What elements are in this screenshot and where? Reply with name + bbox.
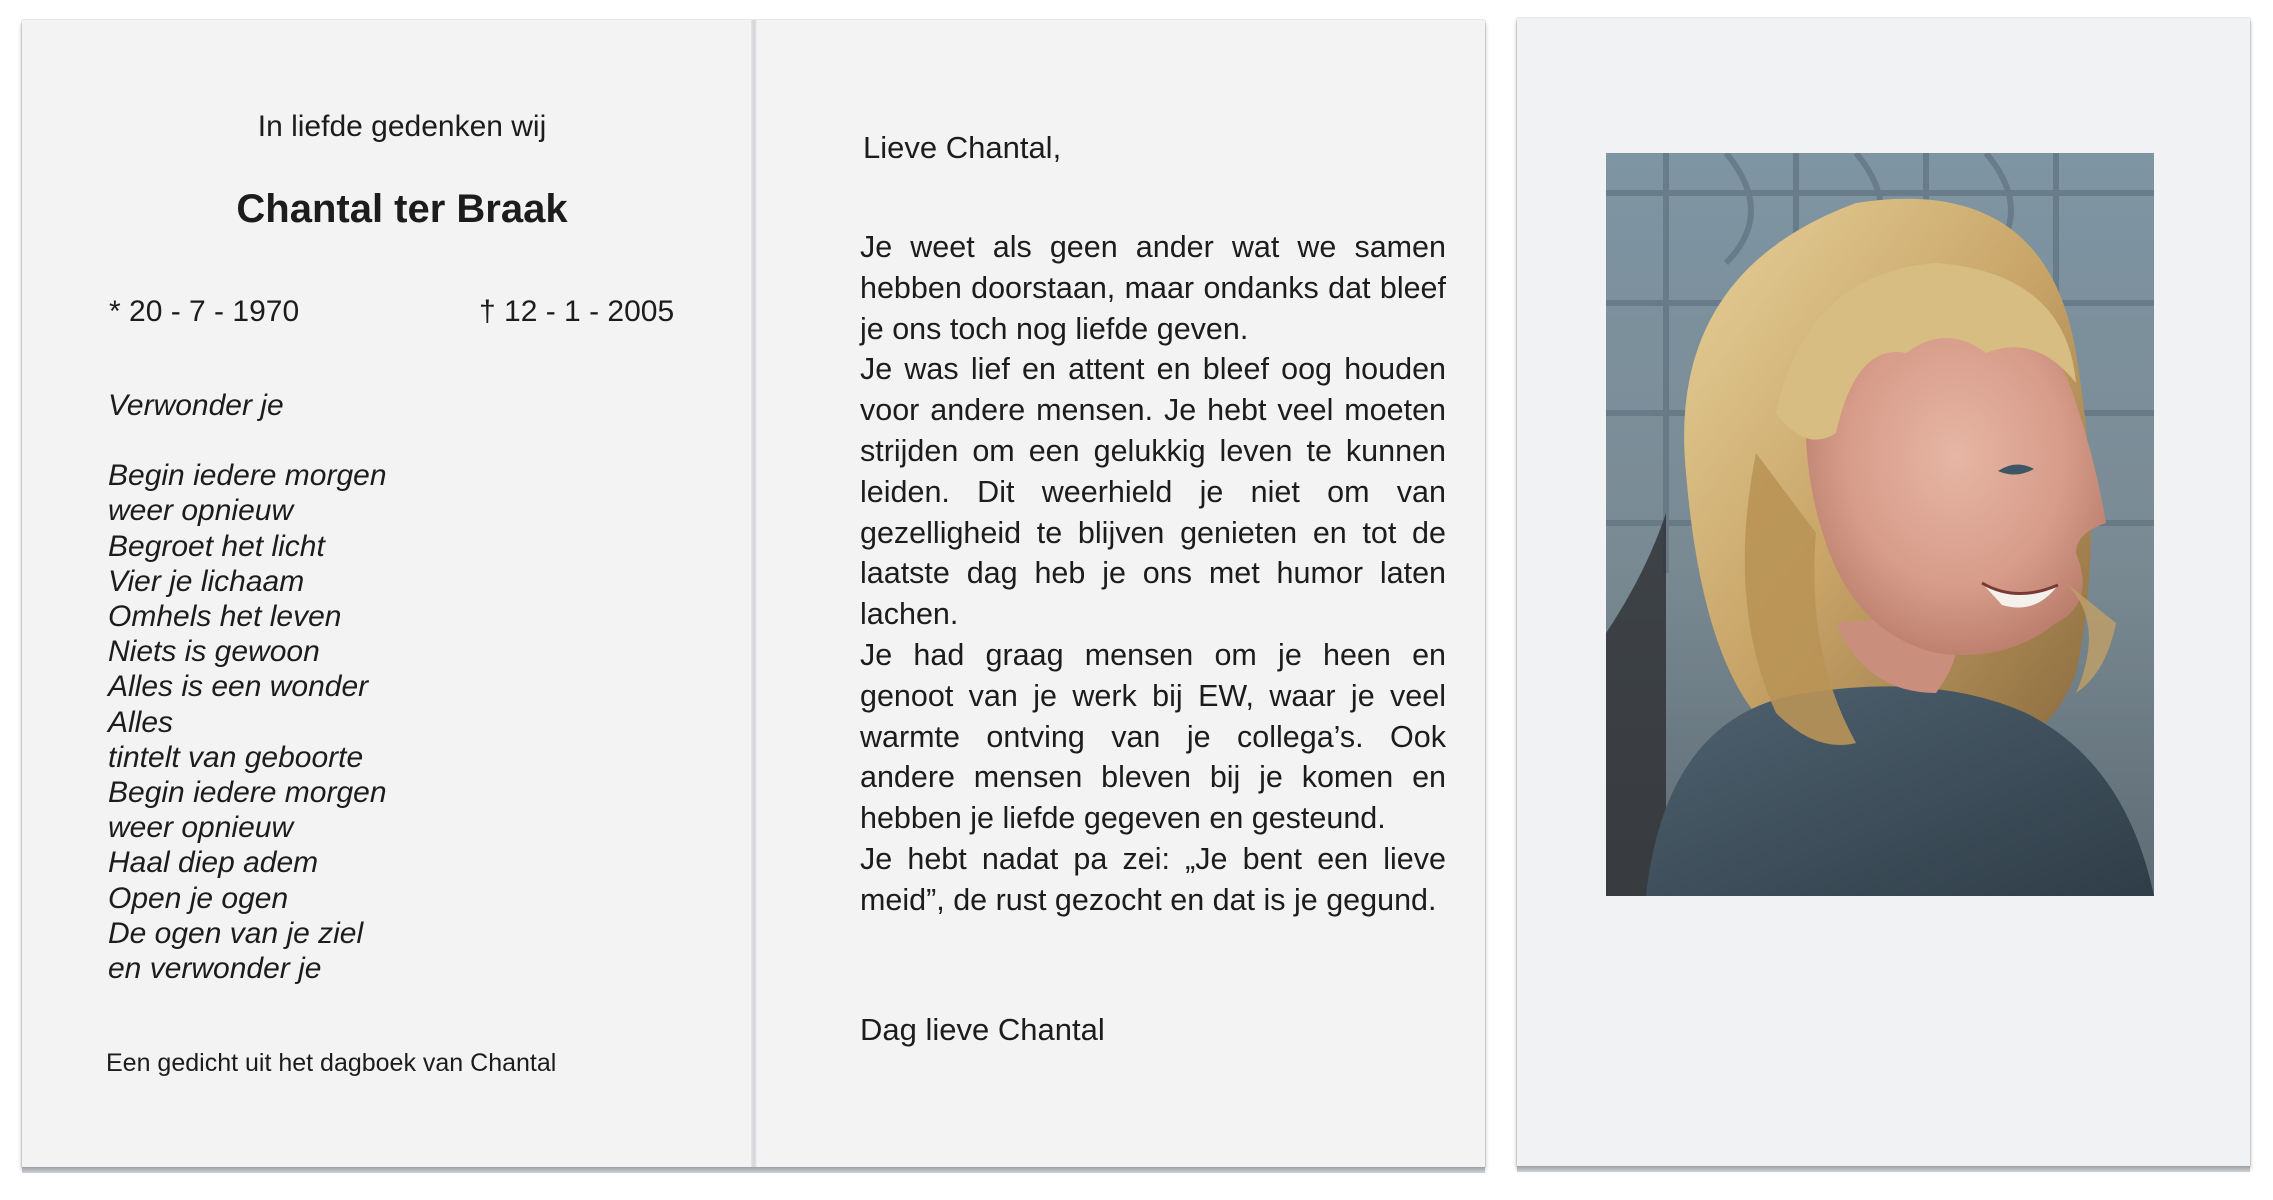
poem-line: Haal diep adem	[108, 846, 319, 880]
poem-line: en verwonder je	[108, 952, 322, 986]
birth-date: * 20 - 7 - 1970	[109, 295, 300, 328]
letter-paragraph: Je was lief en attent en bleef oog houden voor andere mensen. Je hebt veel moeten strijden om een gelukkig leven te kunnen leiden. Dit weerhield je niet om van gezelligheid te blijven genieten en tot de laatste dag heb je ons met humor laten lachen.	[860, 352, 1446, 632]
poem-line: Begroet het licht	[108, 529, 325, 563]
poem	[108, 388, 387, 986]
letter-closing: Dag lieve Chantal	[860, 1012, 1105, 1047]
photo-card	[1517, 18, 2250, 1166]
poem-line: Open je ogen	[108, 881, 289, 915]
poem-line: Vier je lichaam	[108, 564, 305, 598]
poem-line: weer opnieuw	[108, 811, 294, 845]
poem-title: Verwonder je	[108, 389, 284, 422]
poem-line: Niets is gewoon	[108, 635, 320, 669]
death-date: † 12 - 1 - 2005	[479, 295, 675, 328]
portrait-photo-icon	[1606, 153, 2154, 896]
poem-line: De ogen van je ziel	[108, 916, 364, 950]
portrait-photo	[1606, 153, 2154, 896]
intro-text: In liefde gedenken wij	[257, 110, 547, 143]
folded-memorial-card	[22, 20, 1485, 1167]
poem-source: Een gedicht uit het dagboek van Chantal	[106, 1049, 557, 1077]
middle-panel	[757, 20, 1485, 1167]
deceased-name: Chantal ter Braak	[236, 187, 568, 231]
letter-greeting: Lieve Chantal,	[863, 130, 1062, 165]
letter-paragraph: Je had graag mensen om je heen en genoot van je werk bij EW, waar je veel warmte ontving van je collega’s. Ook andere mensen bleven bij je komen en hebben je liefde gegeven en gesteund.	[860, 637, 1446, 836]
poem-line: Begin iedere morgen	[108, 459, 387, 493]
poem-line: tintelt van geboorte	[108, 740, 364, 774]
letter-paragraph: Je weet als geen ander wat we samen hebben doorstaan, maar ondanks dat bleef je ons toch nog liefde geven.	[860, 230, 1446, 346]
poem-line: Alles	[108, 705, 174, 739]
letter-paragraph: Je hebt nadat pa zei: „Je bent een lieve meid”, de rust gezocht en dat is je gegund.	[860, 841, 1446, 917]
poem-line: Omhels het leven	[108, 600, 342, 634]
letter-body	[860, 227, 1446, 921]
poem-line: weer opnieuw	[108, 494, 294, 528]
poem-line: Begin iedere morgen	[108, 776, 387, 810]
poem-line: Alles is een wonder	[108, 670, 369, 704]
left-panel	[22, 20, 751, 1167]
